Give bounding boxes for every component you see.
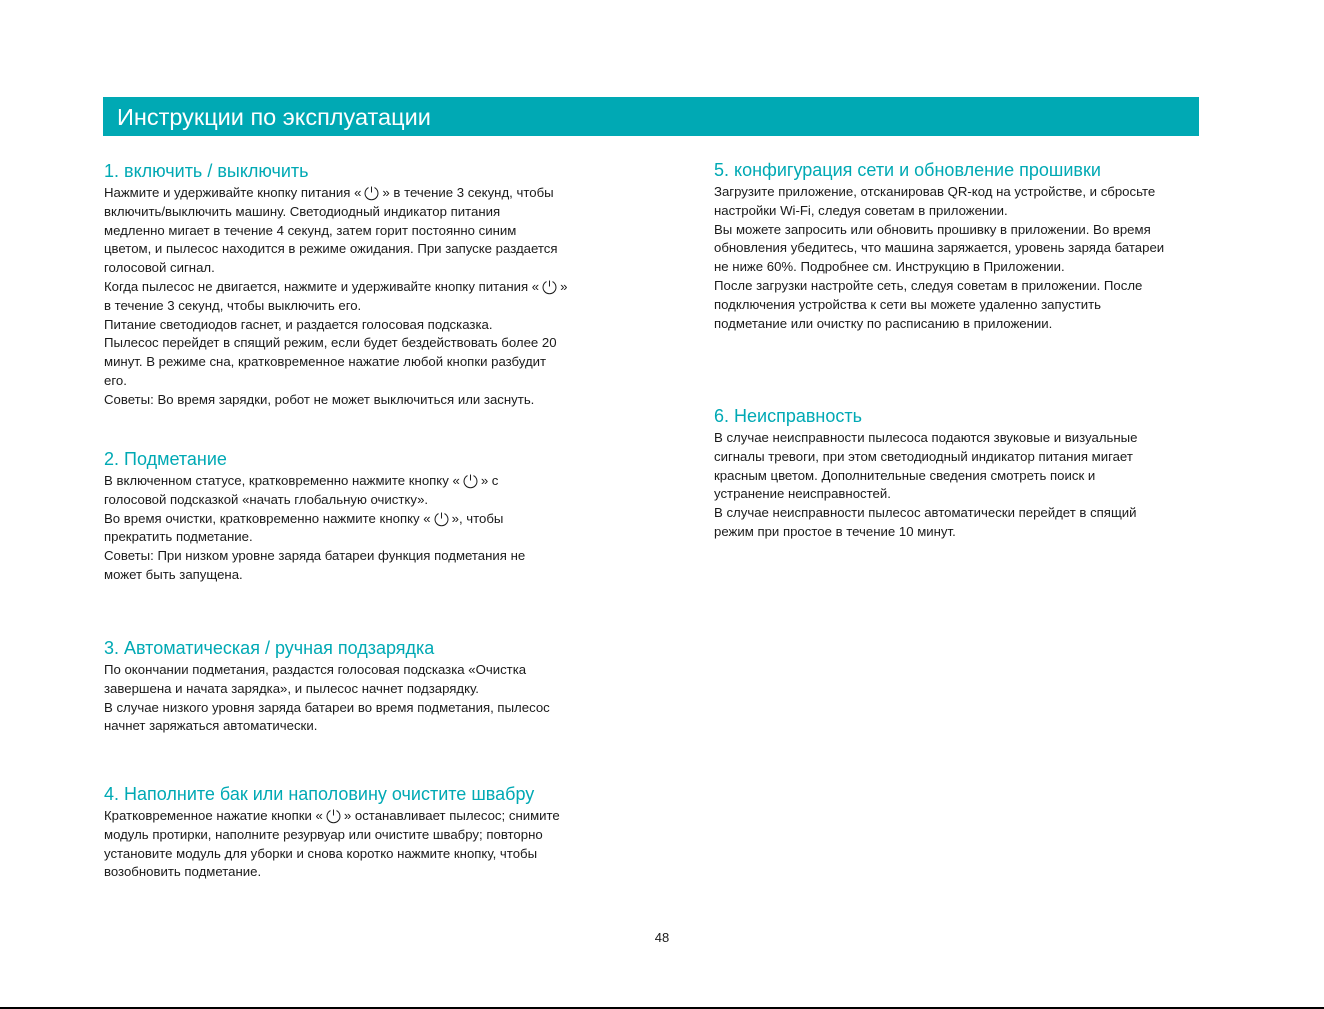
section-tank-mop: [104, 783, 560, 882]
text-line: в течение 3 секунд, чтобы выключить его.: [104, 297, 362, 313]
text-line: После загрузки настройте сеть, следуя советам в приложении. После: [714, 277, 1143, 293]
power-button-icon: [363, 184, 380, 201]
text-line: режим при простое в течение 10 минут.: [714, 523, 956, 539]
text-line: Загрузите приложение, отсканировав QR-код на устройстве, и сбросьте: [714, 184, 1156, 199]
text-line: сигналы тревоги, при этом светодиодный индикатор питания мигает: [714, 448, 1133, 464]
text-line: В случае низкого уровня заряда батареи во время подметания, пылесос: [104, 699, 550, 715]
text-line: Когда пылесос не двигается, нажмите и удерживайте кнопку питания « »: [104, 278, 568, 294]
section-heading: 6. Неисправность: [714, 406, 862, 426]
text-line: голосовой сигнал.: [104, 260, 215, 276]
text-line: включить/выключить машину. Светодиодный индикатор питания: [104, 203, 501, 219]
text-line: установите модуль для уборки и снова коротко нажмите кнопку, чтобы: [104, 845, 538, 861]
text-line: красным цветом. Дополнительные сведения смотреть поиск и: [714, 467, 1096, 483]
power-button-icon: [462, 472, 479, 489]
text-line: цветом, и пылесос находится в режиме ожидания. При запуске раздается: [104, 241, 558, 257]
text-line: его.: [104, 372, 127, 388]
text-line: По окончании подметания, раздастся голосовая подсказка «Очистка: [104, 662, 527, 677]
power-button-icon: [433, 510, 450, 527]
page-number: 48: [654, 930, 670, 945]
text-line: модуль протирки, наполните резурвуар или очистите швабру; повторно: [104, 826, 543, 842]
text-line: Кратковременное нажатие кнопки « » останавливает пылесос; снимите: [104, 808, 560, 823]
text-line: может быть запущена.: [104, 566, 243, 582]
text-line: настройки Wi-Fi, следуя советам в приложении.: [714, 202, 1008, 218]
text-line: подметание или очистку по расписанию в приложении.: [714, 315, 1053, 331]
text-line: В случае неисправности пылесоса подаются звуковые и визуальные: [714, 430, 1138, 445]
section-charging: [104, 637, 550, 736]
section-heading: 5. конфигурация сети и обновление прошивки: [714, 160, 1101, 180]
text-line: Советы: При низком уровне заряда батареи функция подметания не: [104, 548, 526, 564]
section-power-on-off: [104, 160, 567, 410]
text-line: Пылесос перейдет в спящий режим, если будет бездействовать более 20: [104, 335, 557, 351]
text-line: Вы можете запросить или обновить прошивку в приложении. Во время: [714, 221, 1151, 237]
text-line: завершена и начата зарядка», и пылесос начнет подзарядку.: [104, 680, 479, 696]
text-line: обновления убедитесь, что машина заряжается, уровень заряда батареи: [714, 240, 1165, 256]
text-line: медленно мигает в течение 4 секунд, затем горит постоянно синим: [104, 222, 517, 238]
text-line: возобновить подметание.: [104, 864, 262, 880]
text-line: начнет заряжаться автоматически.: [104, 718, 318, 734]
text-line: подключения устройства к сети вы можете удаленно запустить: [714, 296, 1102, 312]
section-heading: 2. Подметание: [104, 449, 227, 469]
text-line: Питание светодиодов гаснет, и раздается голосовая подсказка.: [104, 316, 493, 332]
text-line: не ниже 60%. Подробнее см. Инструкцию в Приложении.: [714, 259, 1065, 275]
text-line: В включенном статусе, кратковременно нажмите кнопку « » с: [104, 473, 499, 488]
header-bar: [103, 97, 1199, 136]
text-line: минут. В режиме сна, кратковременное нажатие любой кнопки разбудит: [104, 354, 547, 370]
page-title: Инструкции по эксплуатации: [117, 104, 431, 130]
text-line: устранение неисправностей.: [714, 486, 891, 502]
section-sweeping: [104, 448, 525, 585]
text-line: Во время очистки, кратковременно нажмите кнопку « », чтобы: [104, 510, 504, 526]
text-line: Нажмите и удерживайте кнопку питания « » в течение 3 секунд, чтобы: [104, 185, 554, 200]
section-heading: 3. Автоматическая / ручная подзарядка: [104, 638, 435, 658]
section-heading: 4. Наполните бак или наполовину очистите швабру: [104, 784, 535, 804]
text-line: Советы: Во время зарядки, робот не может выключиться или заснуть.: [104, 391, 535, 407]
power-button-icon: [325, 807, 342, 824]
section-heading: 1. включить / выключить: [104, 161, 309, 181]
text-line: голосовой подсказкой «начать глобальную очистку».: [104, 491, 429, 507]
section-network-firmware: [714, 159, 1164, 333]
section-malfunction: [714, 405, 1137, 542]
text-line: В случае неисправности пылесос автоматически перейдет в спящий: [714, 505, 1137, 521]
power-button-icon: [541, 278, 558, 295]
text-line: прекратить подметание.: [104, 529, 253, 545]
